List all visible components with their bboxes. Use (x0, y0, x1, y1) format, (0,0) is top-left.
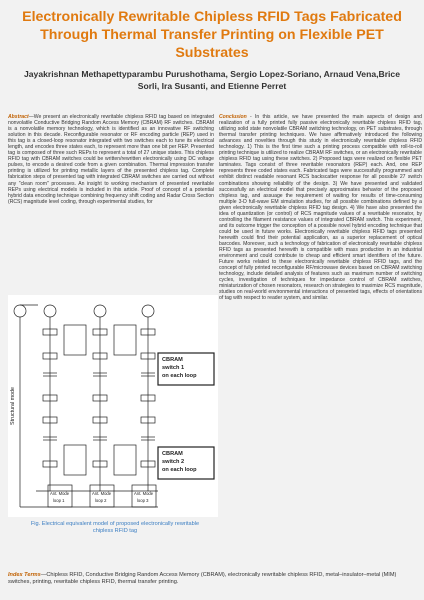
ant-mode-label-3: Ant. Mode (134, 491, 154, 496)
cbram-label-1c: on each loop (162, 373, 197, 379)
ant-loop-label-2: loop 2 (95, 498, 107, 503)
voltage-source-icon (14, 305, 26, 317)
structural-mode-label: Structural mode (10, 386, 16, 425)
conclusion-text: - In this article, we have presented the main aspects of design and realization of a fully printed fully passive electronically rewritable chipless RFID tag, utilizing solid state nonvolatile CBRAM switching technology, on PET substrates, through thermal transfer printing techniques. We have affirmatively introduced the following advances and novelties through this study in electronically rewritable chipless RFID technology. 1) This is the first time such a printing process compatible with roll-to-roll printing technique is utilized to realize CBRAM RF switches, or an electronically rewritable chipless RFID tag using these switches. 2) Proposed tags were realized on flexible PET laminates. Tags consist of three rewritable resonators (REP) each. And, one REP represents three coded states each. Fabricated tags were successfully programmed and exhibit distinct readable resonant RCS backscatter response for all possible 27 switch combinations showing reliability of the design. 3) We have presented and validated successfully an electrical model that precisely approximates behavior of the proposed chipless tag, and assuage the requirement of waiting for results of time-consuming multiple 3-D full-wave EM simulation studies, for all possible combinations defined by a given electronically rewritable chipless RFID tag design. 4) We have also presented the idea of quantization (or control) of RCS magnitude values of a rewritable resonator, by controlling the filament resistance values of integrated CBRAM switch. This experiment, and its outcome trigger the conception of a possible novel hybrid encoding technique that could be used in future works. Electronically rewritable chipless RFID tags presented herewith could find their potential application, as a superior replacement of optical barcodes. Moreover, such a technology of fabrication of electronically rewritable chipless RFID tags as presented herewith is compatible with mass production in an industrial environment and could contribute to cheap and efficient smart identifiers of the future. Future works related to these electronically rewritable chipless RFID tags, and the concept of fully printed reconfigurable RF/microwave devices based on CBRAM switching technology, include detailed analysis of features such as maximum number of switching cycles, investigation of techniques for impedance control of CBRAM switches, miniaturization of chosen resonators, research on strategies to maximize RCS magnitude, studies on real-world environmental interactions of presented tags, effects of orientations of tag with respect to reader system, and similar. (219, 114, 422, 302)
circuit-diagram (8, 295, 218, 517)
author-list: Jayakrishnan Methapettyparambu Purushothama, Sergio Lopez-Soriano, Arnaud Vena,Brice Sorli, Ira Susanti, and Etienne Perret (24, 69, 400, 91)
ant-mode-label-2: Ant. Mode (92, 491, 112, 496)
index-terms-text: —Chipless RFID, Conductive Bridging Random Access Memory (CBRAM), electronically rewritable chipless RFID, metal–insulator–metal (MIM) switches, printing, rewritable chipless RFID, thermal transfer printing. (8, 572, 397, 585)
paper-title: Electronically Rewritable Chipless RFID Tags Fabricated Through Thermal Transfer Printing on Flexible PET Substrates (22, 9, 402, 61)
abstract-column (8, 114, 214, 205)
cbram-label-2c: on each loop (162, 467, 197, 473)
index-terms-lead: Index Terms (8, 572, 41, 578)
cbram-label-1b: switch 1 (162, 365, 185, 371)
conclusion-column (219, 114, 422, 301)
ant-loop-label-1: loop 1 (53, 498, 65, 503)
circuit-figure (8, 295, 218, 517)
cbram-label-2a: CBRAM (162, 451, 183, 457)
ant-mode-label-1: Ant. Mode (50, 491, 70, 496)
figure-caption: Fig. Electrical equivalent model of proposed electronically rewritable chipless RFID tag (30, 521, 200, 534)
abstract-text: —We present an electronically rewritable chipless RFID tag based on integrated nonvolatile Conductive Bridging Random Access Memory (CBRAM) RF switches. CBRAM is a nonvolatile memory technology, which is identified as an innovative RF switching solution in this decade. Reconfigurable resonator or RF encoding particle (REP) used in this tag is a closed-loop resonator integrated with two switches each to tune its electrical length, and encodes three states each, to represent more than one bit per REP. Presented tag is composed of three such REPs to represent a total of 27 unique states. This chipless RFID tag with CBRAM switches could be written/rewritten electronically using DC voltage pulses, to encode a desired code from a given combination. Thermal impression transfer printing is utilized for printing metallic layers of the presented chipless tag. Complete fabrication steps of presented tag with integrated CBRAM switches are carried out without any "clean room" processes. An insight to working mechanism of presented rewritable REPs using electrical models is included in this article. Proof of concept of a potential hybrid data encoding technique combining frequency shift coding and Radar Cross Section (RCS) magnitude level coding, through experimental studies, for (8, 114, 214, 205)
ant-loop-label-3: loop 3 (137, 498, 149, 503)
loop-1 (43, 305, 86, 491)
loop-2 (93, 305, 136, 491)
cbram-label-2b: switch 2 (162, 459, 185, 465)
loop-3 (141, 305, 155, 491)
conclusion-paragraph (219, 114, 422, 301)
index-terms (8, 572, 418, 586)
abstract-lead: Abstract (8, 114, 29, 120)
cbram-label-1a: CBRAM (162, 357, 183, 363)
abstract-paragraph (8, 114, 214, 205)
conclusion-lead: Conclusion (219, 114, 247, 120)
